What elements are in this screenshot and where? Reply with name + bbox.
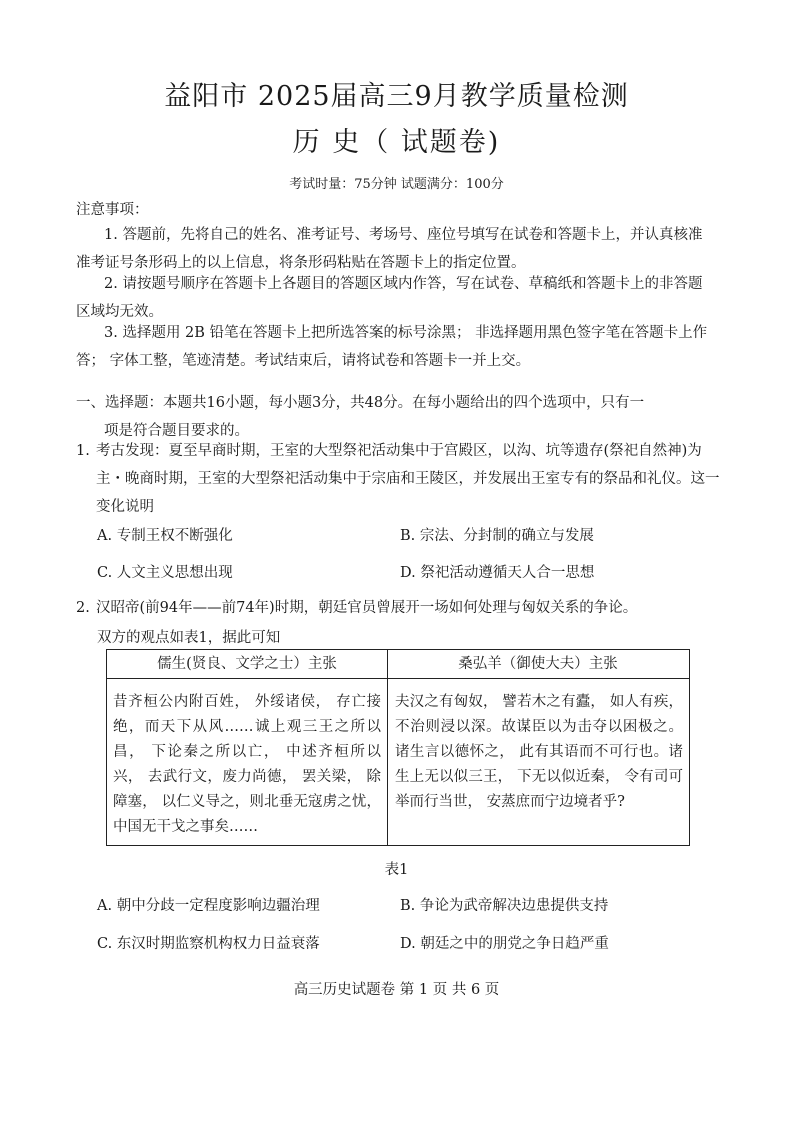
notes-heading: 注意事项： — [76, 202, 149, 218]
q2-option-b[interactable]: B. 争论为武帝解决边患提供支持 — [400, 898, 609, 914]
table-divider-vertical — [387, 650, 388, 845]
table-cell-confucian: 昔齐桓公内附百姓， 外绥诸侯， 存亡接绝，而天下从风……诚上观三王之所以昌， 下论秦之所以亡， 中述齐桓所以兴， 去武行文，废力尚德， 罢关梁， 除障塞， 以仁义导之，则北垂无寇虏之忧， 中国无干戈之事矣…… — [113, 694, 381, 835]
question-1 — [76, 437, 720, 521]
note-item-1: 1. 答题前，先将自己的姓名、准考证号、考场号、座位号填写在试卷和答题卡上，并认真核准准考证号条形码上的以上信息，将条形码粘贴在答题卡上的指定位置。 — [76, 227, 703, 271]
table-caption: 表1 — [384, 862, 409, 878]
viewpoint-table — [106, 649, 690, 846]
q2-option-c[interactable]: C. 东汉时期监察机构权力日益衰落 — [97, 936, 320, 952]
page-footer: 高三历史试题卷 第 1 页 共 6 页 — [293, 982, 500, 998]
exam-meta: 考试时量：75分钟 试题满分：100分 — [289, 177, 504, 192]
exam-title: 益阳市 2025届高三9月教学质量检测 — [164, 81, 629, 112]
q2-option-a[interactable]: A. 朝中分歧一定程度影响边疆治理 — [97, 898, 320, 914]
table-header-confucian: 儒生(贤良、文学之士）主张 — [157, 656, 337, 672]
question-2 — [76, 594, 720, 622]
q1-option-d[interactable]: D. 祭祀活动遵循天人合一思想 — [400, 565, 595, 581]
section-heading-line2: 项是符合题目要求的。 — [104, 423, 249, 439]
question-stem-line2: 双方的观点如表1，据此可知 — [97, 630, 281, 646]
table-cell-sang-hongyang: 夫汉之有匈奴， 譬若木之有蠹， 如人有疾， 不治则浸以深。故谋臣以为击夺以困极之。诸生言以德怀之， 此有其语而不可行也。诸生上无以似三王， 下无以似近秦， 令有司可举而行当世， 安蒸庶而宁边境者乎? — [395, 694, 683, 810]
exam-subtitle: 历 史（ 试题卷) — [292, 127, 501, 158]
note-item-3: 3. 选择题用 2B 铅笔在答题卡上把所选答案的标号涂黑； 非选择题用黑色签字笔在答题卡上作答； 字体工整，笔迹清楚。考试结束后，请将试卷和答题卡一并上交。 — [76, 325, 708, 369]
q1-option-c[interactable]: C. 人文主义思想出现 — [97, 565, 233, 581]
q1-option-a[interactable]: A. 专制王权不断强化 — [97, 528, 233, 544]
question-stem: 考古发现：夏至早商时期，王室的大型祭祀活动集中于宫殿区，以沟、坑等遗存(祭祀自然神)为主・晚商时期，王室的大型祭祀活动集中于宗庙和王陵区，并发展出王室专有的祭品和礼仪。这一变化说明 — [96, 443, 720, 515]
q2-option-d[interactable]: D. 朝廷之中的朋党之争日趋严重 — [400, 936, 609, 952]
section-heading-line1: 一、选择题：本题共16小题，每小题3分，共48分。在每小题给出的四个选项中，只有一 — [76, 395, 645, 411]
table-header-sang-hongyang: 桑弘羊（御使大夫）主张 — [458, 656, 618, 672]
table-divider-horizontal — [107, 678, 689, 679]
q1-option-b[interactable]: B. 宗法、分封制的确立与发展 — [400, 528, 594, 544]
question-number: 2. — [76, 600, 90, 616]
question-stem-line1: 汉昭帝(前94年——前74年)时期，朝廷官员曾展开一场如何处理与匈奴关系的争论。 — [96, 600, 638, 616]
question-number: 1. — [76, 443, 90, 459]
note-item-2: 2. 请按题号顺序在答题卡上各题目的答题区域内作答，写在试卷、草稿纸和答题卡上的非答题区域均无效。 — [76, 276, 703, 320]
